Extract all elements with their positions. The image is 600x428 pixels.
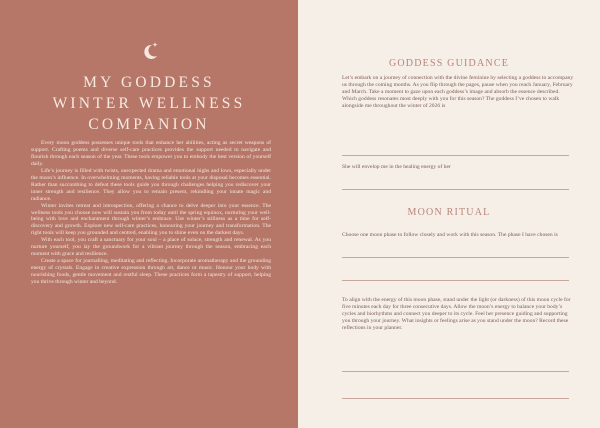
paragraph-4: With each tool, you craft a sanctuary for your soul – a place of solace, strength and renewal. As you nurture yourself, you lay the groundwork for a vibrant journey through the season, embracing each moment with grace and resilience.	[31, 237, 271, 258]
envelop-text: She will envelop me in the healing energy of her	[342, 164, 451, 170]
left-body-text	[31, 140, 271, 286]
phase-write-line-1[interactable]	[342, 257, 569, 258]
reflection-write-line-2[interactable]	[342, 398, 569, 399]
align-text: To align with the energy of this moon phase, stand under the light (or darkness) of this moon cycle for five minutes each day for three consecutive days. Allow the moon’s energy to balance your body’s cycles and biorhythms and connect you deeper to its cycle. Feel her presence guiding and supporting you through your journey. What insights or feelings arise as you stand under the moon? Record these reflections in your planner.	[342, 297, 571, 332]
goddess-guidance-heading: GODDESS GUIDANCE	[388, 58, 510, 69]
title-line-2: WINTER WELLNESS	[52, 95, 246, 112]
paragraph-5: Create a space for journalling, meditating and reflecting. Incorporate aromatherapy and the grounding energy of crystals. Engage in creative expression through art, dance or music. Honour your body with nourishing foods, gentle movement and restful sleep. These practices form a tapestry of support, helping you thrive through winter and beyond.	[31, 258, 271, 286]
paragraph-3: Winter invites retreat and introspection, offering a chance to delve deeper into your essence. The wellness tools you choose now will sustain you from today until the spring equinox, nurturing your well-being with love and enchantment through winter’s embrace. Use winter’s stillness as a time for self-discovery and growth. Explore new self-care practices, honouring your journey and transformation. The right tools will keep you grounded and centred, enabling you to shine even on the darkest days.	[31, 202, 271, 237]
paragraph-1: Every moon goddess possesses unique tools that enhance her abilities, acting as secret weapons of support. Crafting poems and diverse self-care practices provides the support needed to navigate and flourish through each season of the year. These tools empower you to embody the best version of yourself daily.	[31, 140, 271, 167]
title-line-3: COMPANION	[88, 116, 210, 133]
ritual-text: Choose one moon phase to follow closely and work with this season. The phase I have chosen is	[342, 232, 558, 238]
crescent-moon-star-icon	[139, 40, 161, 62]
title-line-1: MY GODDESS	[83, 74, 215, 91]
reflection-write-line-1[interactable]	[342, 371, 569, 372]
guidance-text: Let’s embark on a journey of connection with the divine feminine by selecting a goddess to accompany us through the coming months. As you flip through the pages, pause when you reach January, February and March. Take a moment to gaze upon each goddess’s image and absorb the essence described. Which goddess resonates most deeply with you for this season? The goddess I’ve chosen to walk alongside me throughout the winter of 2026 is	[342, 75, 574, 110]
moon-ritual-heading: MOON RITUAL	[407, 207, 491, 218]
goddess-write-line[interactable]	[342, 155, 569, 156]
phase-write-line-2[interactable]	[342, 280, 569, 281]
energy-write-line[interactable]	[342, 189, 569, 190]
paragraph-2: Life’s journey is filled with twists, unexpected drama and emotional highs and lows, especially under the moon’s influence. In overwhelming moments, having reliable tools at your disposal becomes essential. Rather than succumbing to defeat these tools guide you through challenges helping you rediscover your inner strength and resilience. They allow you to remain present, rekindling your innate magic and radiance.	[31, 167, 271, 202]
